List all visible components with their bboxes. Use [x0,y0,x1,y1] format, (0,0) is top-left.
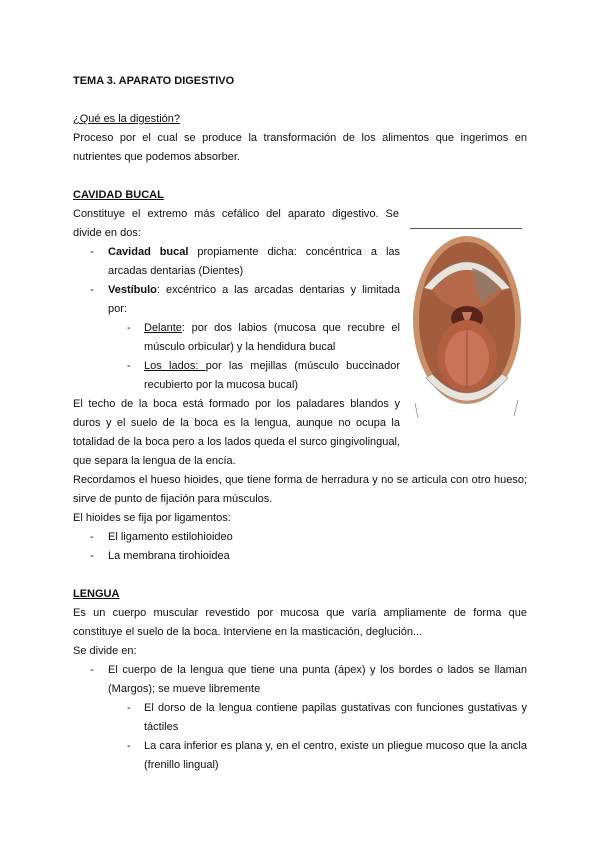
item-text: El ligamento estilohioideo [108,531,233,543]
item-text: : excéntrico a las arcadas dentarias y limitada por: [108,284,400,315]
section-heading-cavidad: CAVIDAD BUCAL [73,189,164,201]
list-item [127,319,400,357]
item-text: La cara inferior es plana y, en el centro, existe un pliegue mucoso que la ancla (frenillo lingual) [144,740,527,771]
digestion-answer: Proceso por el cual se produce la transformación de los alimentos que ingerimos en nutrientes que podemos absorber. [73,132,527,163]
item-text: La membrana tirohioidea [108,550,230,562]
list-item [127,699,527,737]
cavidad-intro: Constituye el extremo más cefálico del aparato digestivo. Se divide en dos: [73,208,399,239]
paragraph-hyoid: Recordamos el hueso hioides, que tiene forma de herradura y no se articula con otro hueso; sirve de punto de fijación para músculos. [73,474,527,505]
list-item [90,547,390,566]
bullet-dash: - [90,531,94,543]
lengua-divide: Se divide en: [73,645,137,657]
list-item [90,243,400,281]
bullet-dash: - [127,360,131,372]
list-item [90,281,400,319]
item-text: : por dos labios (mucosa que recubre el músculo orbicular) y la hendidura bucal [144,322,400,353]
digestion-question: ¿Qué es la digestión? [73,113,181,125]
page-title: TEMA 3. APARATO DIGESTIVO [73,75,235,87]
list-item [127,357,400,395]
item-text: El cuerpo de la lengua que tiene una punta (ápex) y los bordes o lados se llaman (Margos); se mueve libremente [108,664,527,695]
bullet-dash: - [90,246,94,258]
section-heading-lengua: LENGUA [73,588,120,600]
term-delante: Delante [144,322,182,334]
bullet-dash: - [127,322,131,334]
term-cavidad-bucal: Cavidad bucal [108,246,189,258]
item-text: propiamente dicha: concéntrica a las arcadas dentarias (Dientes) [108,246,401,277]
bullet-dash: - [127,740,131,752]
paragraph-hyoid-ligaments: El hioides se fija por ligamentos: [73,512,231,524]
term-vestibulo: Vestíbulo [108,284,157,296]
list-item [90,661,527,699]
lengua-intro: Es un cuerpo muscular revestido por mucosa que varía ampliamente de forma que constituye el suelo de la boca. Interviene en la masticación, deglución... [73,607,527,638]
bullet-dash: - [127,702,131,714]
bullet-dash: - [90,284,94,296]
bullet-dash: - [90,664,94,676]
mouth-anatomy-illustration [410,228,522,428]
paragraph-roof: El techo de la boca está formado por los paladares blandos y duros y el suelo de la boca es la lengua, aunque no ocupa la totalidad de la boca pero a los lados queda el surco gingivolingual, que separa la lengua de la encía. [73,398,400,467]
item-text: El dorso de la lengua contiene papilas gustativas con funciones gustativas y táctiles [144,702,527,733]
item-text: por las mejillas (músculo buccinador recubierto por la mucosa bucal) [144,360,400,391]
bullet-dash: - [90,550,94,562]
list-item [90,528,390,547]
list-item [127,737,527,775]
term-los-lados: Los lados: [144,360,206,372]
